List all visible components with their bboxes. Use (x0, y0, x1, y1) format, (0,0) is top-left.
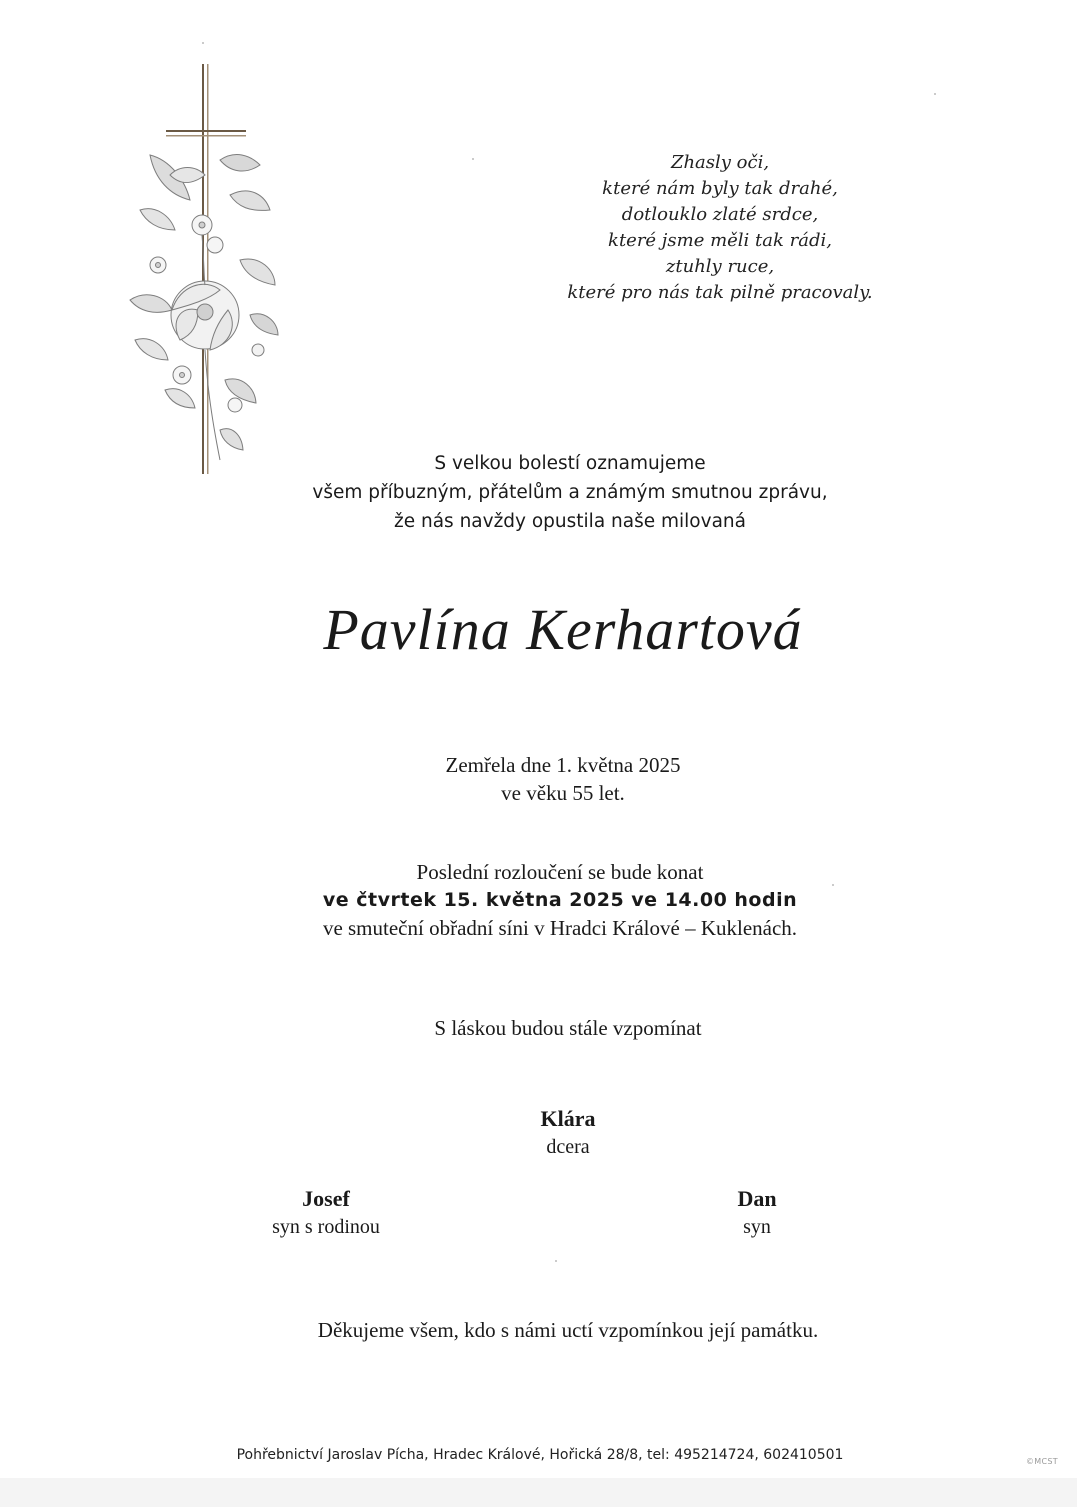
mourner-relation: syn (743, 1216, 771, 1238)
mourner-dan (637, 1185, 877, 1241)
cross-with-flowers-illustration (110, 60, 285, 480)
deceased-name: Pavlína Kerhartová (323, 597, 803, 662)
cross-icon (166, 64, 246, 474)
poem-line: dotlouklo zlaté srdce, (621, 204, 819, 225)
mourner-name: Dan (737, 1186, 777, 1211)
funeral-info (160, 858, 960, 942)
scan-speck (472, 158, 474, 160)
memorial-poem (520, 150, 920, 306)
poem-line: které pro nás tak pilně pracovaly. (567, 282, 873, 303)
thanks-line: Děkujeme všem, kdo s námi uctí vzpomínkou její památku. (317, 1318, 819, 1342)
mourner-klara (448, 1105, 688, 1161)
scan-speck (934, 93, 936, 95)
funeral-intro: Poslední rozloučení se bude konat (416, 860, 704, 884)
remembrance-line: S láskou budou stále vzpomínat (434, 1016, 702, 1040)
death-info (200, 751, 926, 807)
scan-speck (555, 1260, 557, 1262)
poem-line: které jsme měli tak rádi, (608, 230, 832, 251)
announcement-line: všem příbuzným, přátelům a známým smutnou zprávu, (312, 482, 828, 503)
death-date: Zemřela dne 1. května 2025 (445, 753, 681, 777)
poem-line: Zhasly oči, (670, 152, 770, 173)
poem-line: ztuhly ruce, (665, 256, 775, 277)
bottom-strip (0, 1478, 1077, 1507)
mourner-josef (206, 1185, 446, 1241)
watermark: ©MCST (1026, 1457, 1058, 1466)
death-age: ve věku 55 let. (501, 781, 625, 805)
poem-line: které nám byly tak drahé, (602, 178, 838, 199)
mourner-relation: syn s rodinou (272, 1216, 380, 1238)
announcement-text (200, 449, 940, 536)
announcement-line: že nás navždy opustila naše milovaná (394, 511, 746, 532)
mourner-name: Josef (302, 1186, 350, 1211)
funeral-datetime: ve čtvrtek 15. května 2025 ve 14.00 hodin (322, 889, 798, 911)
scan-speck (832, 884, 834, 886)
funeral-place: ve smuteční obřadní síni v Hradci Králové – Kuklenách. (322, 916, 798, 940)
scan-speck (202, 42, 204, 44)
mourner-relation: dcera (546, 1136, 590, 1158)
mourner-name: Klára (540, 1106, 596, 1131)
announcement-line: S velkou bolestí oznamujeme (434, 453, 706, 474)
funeral-home-footer: Pohřebnictví Jaroslav Pícha, Hradec Králové, Hořická 28/8, tel: 495214724, 602410501 (236, 1447, 844, 1463)
